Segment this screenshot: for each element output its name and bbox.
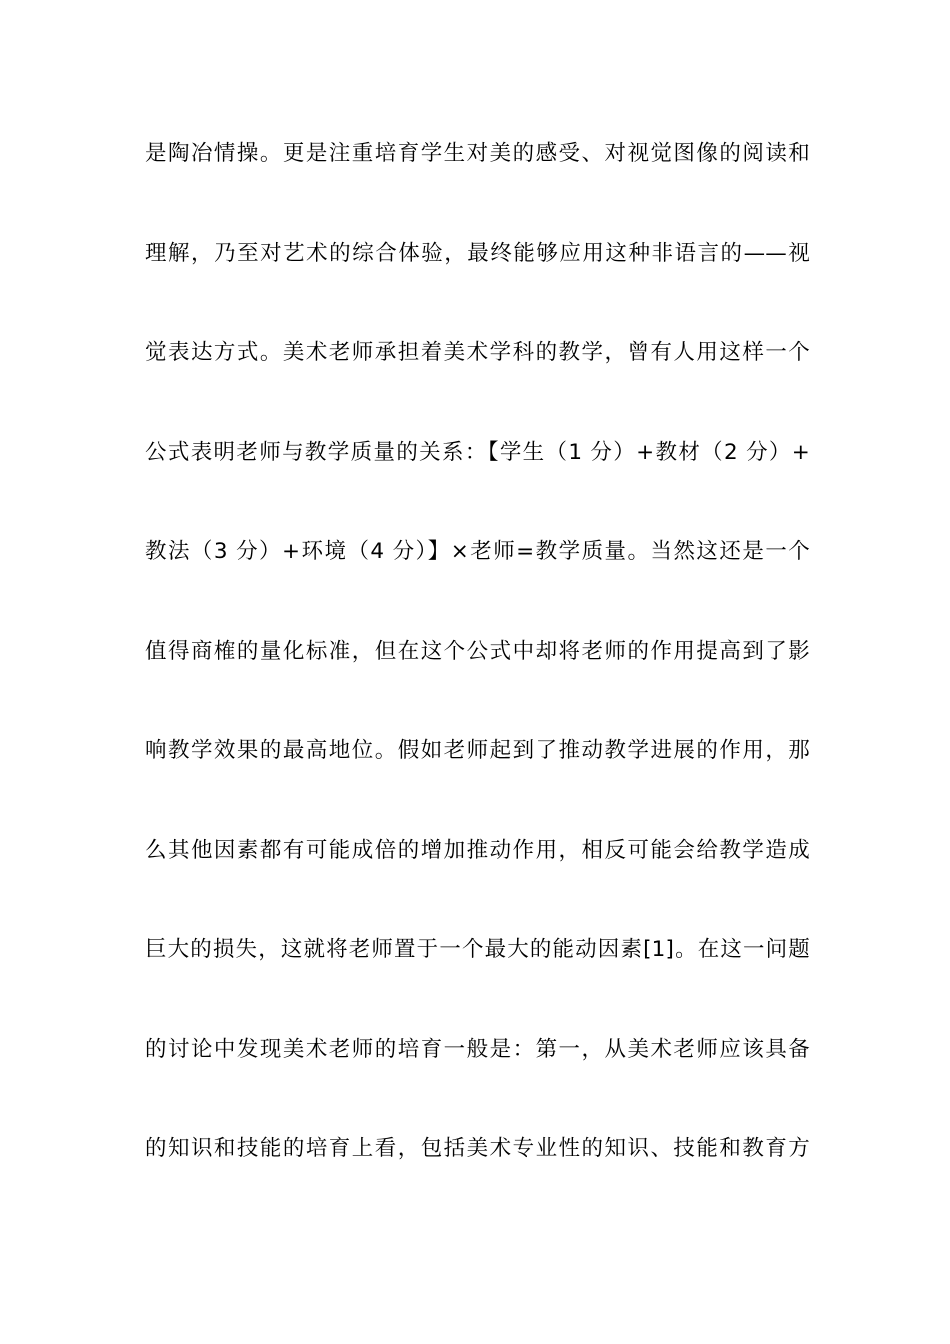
text-line: 巨大的损失，这就将老师置于一个最大的能动因素[1]。在这一问题 <box>145 937 810 962</box>
text-line: 的知识和技能的培育上看，包括美术专业性的知识、技能和教育方 <box>145 1136 810 1161</box>
text-line: 么其他因素都有可能成倍的增加推动作用，相反可能会给教学造成 <box>145 837 810 863</box>
text-line: 理解，乃至对艺术的综合体验，最终能够应用这种非语言的——视 <box>145 240 810 266</box>
text-line: 是陶冶情操。更是注重培育学生对美的感受、对视觉图像的阅读和 <box>145 141 810 166</box>
text-line: 觉表达方式。美术老师承担着美术学科的教学，曾有人用这样一个 <box>145 340 810 365</box>
text-line: 教法（3 分）+环境（4 分）】×老师=教学质量。当然这还是一个 <box>145 539 810 564</box>
text-line: 响教学效果的最高地位。假如老师起到了推动教学进展的作用，那 <box>145 738 810 763</box>
text-line: 值得商榷的量化标准，但在这个公式中却将老师的作用提高到了影 <box>145 638 810 664</box>
text-line: 公式表明老师与教学质量的关系：【学生（1 分）+教材（2 分）+ <box>145 439 810 465</box>
text-line: 的讨论中发现美术老师的培育一般是：第一，从美术老师应该具备 <box>145 1036 810 1062</box>
body-paragraph <box>145 130 810 1225</box>
